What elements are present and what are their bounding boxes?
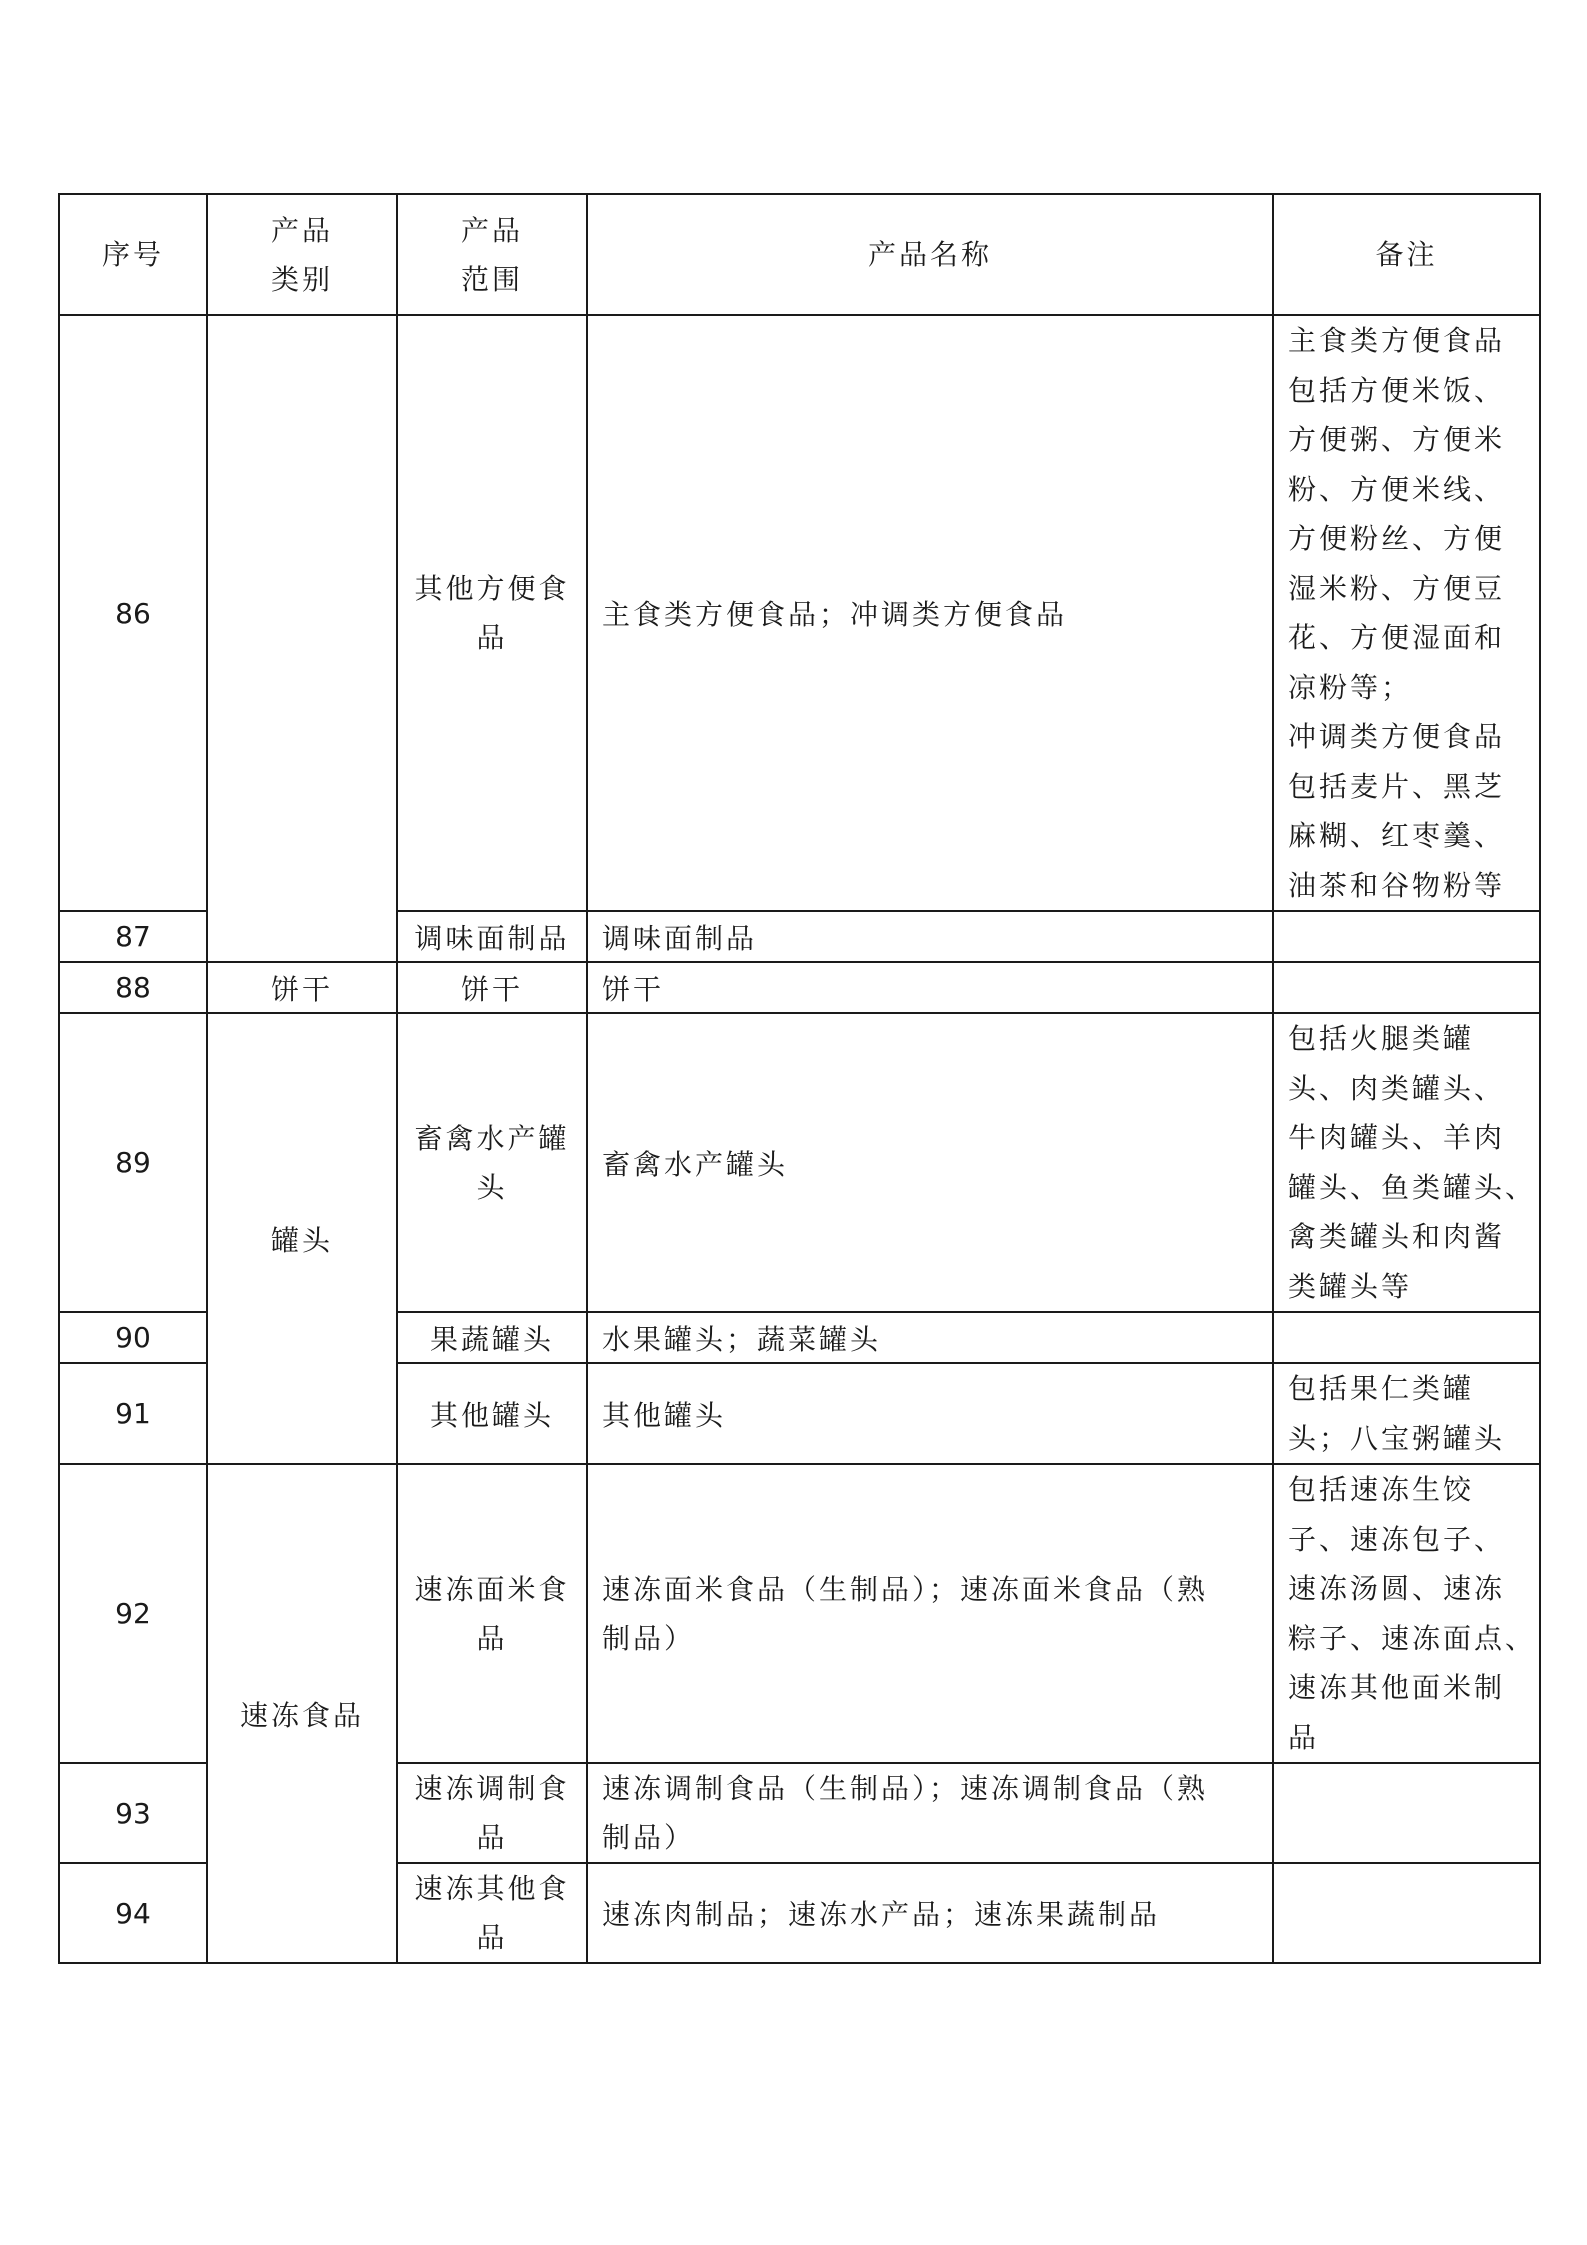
note-line: 包括火腿类罐 xyxy=(1288,1022,1475,1055)
header-seq: 序号 xyxy=(59,194,207,315)
note-line: 方便粉丝、方便 xyxy=(1288,522,1506,555)
table-row xyxy=(59,315,1540,911)
row-product-name-line: 制品） xyxy=(602,1821,696,1854)
note-line: 粉、方便米线、 xyxy=(1288,472,1506,506)
row-product-name-line: 速冻调制食品（生制品）；速冻调制食品（熟 xyxy=(602,1772,1209,1805)
row-product-name: 其他罐头 xyxy=(587,1363,1273,1464)
row-seq: 92 xyxy=(59,1464,207,1763)
note-line: 麻糊、红枣羹、 xyxy=(1288,819,1506,852)
row-note xyxy=(1273,1863,1540,1963)
row-range-line: 品 xyxy=(476,621,508,654)
row-note xyxy=(1273,1312,1540,1363)
table-header-row xyxy=(59,194,1540,315)
table-row xyxy=(59,1013,1540,1312)
row-product-name xyxy=(587,1464,1273,1763)
row-seq: 86 xyxy=(59,315,207,911)
note-line: 子、速冻包子、 xyxy=(1288,1522,1506,1556)
row-category xyxy=(207,315,397,962)
row-seq: 90 xyxy=(59,1312,207,1363)
row-range: 调味面制品 xyxy=(397,911,587,962)
row-range: 其他罐头 xyxy=(397,1363,587,1464)
note-line: 包括速冻生饺 xyxy=(1288,1473,1475,1506)
row-note xyxy=(1273,1763,1540,1863)
row-product-name: 水果罐头；蔬菜罐头 xyxy=(587,1312,1273,1363)
note-line: 包括麦片、黑芝 xyxy=(1288,769,1506,803)
note-line: 品 xyxy=(1288,1720,1320,1754)
note-line: 头、肉类罐头、 xyxy=(1288,1071,1506,1105)
row-range-line: 头 xyxy=(476,1170,508,1204)
row-product-name: 调味面制品 xyxy=(587,911,1273,962)
row-range: 果蔬罐头 xyxy=(397,1312,587,1363)
note-line: 湿米粉、方便豆 xyxy=(1288,571,1506,605)
row-note xyxy=(1273,911,1540,962)
header-product-name: 产品名称 xyxy=(587,194,1273,315)
row-seq: 89 xyxy=(59,1013,207,1312)
note-line: 罐头、鱼类罐头、 xyxy=(1288,1170,1537,1204)
note-line: 速冻其他面米制 xyxy=(1288,1671,1506,1704)
note-line: 包括方便米饭、 xyxy=(1288,373,1506,407)
note-line: 方便粥、方便米 xyxy=(1288,423,1506,456)
product-catalog-table xyxy=(58,193,1541,1964)
row-note xyxy=(1273,1464,1540,1763)
note-line: 禽类罐头和肉酱 xyxy=(1288,1220,1506,1253)
row-product-name-line: 制品） xyxy=(602,1621,696,1655)
row-seq: 94 xyxy=(59,1863,207,1963)
row-range-line: 品 xyxy=(476,1921,508,1954)
header-range-line: 产品 xyxy=(460,213,523,247)
row-range xyxy=(397,1013,587,1312)
note-line: 花、方便湿面和 xyxy=(1288,621,1506,654)
note-line: 牛肉罐头、羊肉 xyxy=(1288,1121,1506,1154)
note-line: 类罐头等 xyxy=(1288,1269,1413,1303)
row-product-name-line: 速冻面米食品（生制品）；速冻面米食品（熟 xyxy=(602,1572,1209,1606)
note-line: 速冻汤圆、速冻 xyxy=(1288,1572,1506,1605)
row-product-name: 速冻肉制品；速冻水产品；速冻果蔬制品 xyxy=(587,1863,1273,1963)
table-row xyxy=(59,962,1540,1013)
note-line: 粽子、速冻面点、 xyxy=(1288,1621,1537,1655)
row-range-line: 畜禽水产罐 xyxy=(414,1121,570,1155)
row-seq: 88 xyxy=(59,962,207,1013)
header-category-line: 产品 xyxy=(270,213,333,247)
row-category: 罐头 xyxy=(207,1013,397,1464)
row-range-line: 速冻面米食 xyxy=(414,1572,570,1606)
note-line: 包括果仁类罐 xyxy=(1288,1372,1475,1405)
row-seq: 91 xyxy=(59,1363,207,1464)
row-seq: 87 xyxy=(59,911,207,962)
row-product-name: 饼干 xyxy=(587,962,1273,1013)
row-range xyxy=(397,1464,587,1763)
row-range xyxy=(397,1863,587,1963)
row-range-line: 其他方便食 xyxy=(414,572,570,605)
note-line: 冲调类方便食品 xyxy=(1288,720,1506,753)
row-range xyxy=(397,1763,587,1863)
row-note xyxy=(1273,962,1540,1013)
row-range-line: 品 xyxy=(476,1621,508,1655)
row-range-line: 速冻其他食 xyxy=(414,1872,570,1905)
row-note xyxy=(1273,315,1540,911)
header-category-line: 类别 xyxy=(270,262,333,296)
row-category: 饼干 xyxy=(207,962,397,1013)
row-range: 饼干 xyxy=(397,962,587,1013)
row-category: 速冻食品 xyxy=(207,1464,397,1963)
header-category xyxy=(207,194,397,315)
row-seq: 93 xyxy=(59,1763,207,1863)
row-note xyxy=(1273,1013,1540,1312)
table-row xyxy=(59,1464,1540,1763)
header-range-line: 范围 xyxy=(460,262,523,296)
row-range-line: 速冻调制食 xyxy=(414,1772,570,1805)
row-range xyxy=(397,315,587,911)
note-line: 油茶和谷物粉等 xyxy=(1288,868,1506,902)
note-line: 主食类方便食品 xyxy=(1288,324,1506,357)
row-product-name: 主食类方便食品；冲调类方便食品 xyxy=(587,315,1273,911)
row-note xyxy=(1273,1363,1540,1464)
row-range-line: 品 xyxy=(476,1821,508,1854)
header-range xyxy=(397,194,587,315)
row-product-name xyxy=(587,1763,1273,1863)
note-line: 凉粉等； xyxy=(1288,670,1413,704)
row-product-name: 畜禽水产罐头 xyxy=(587,1013,1273,1312)
note-line: 头；八宝粥罐头 xyxy=(1288,1421,1506,1455)
header-note: 备注 xyxy=(1273,194,1540,315)
